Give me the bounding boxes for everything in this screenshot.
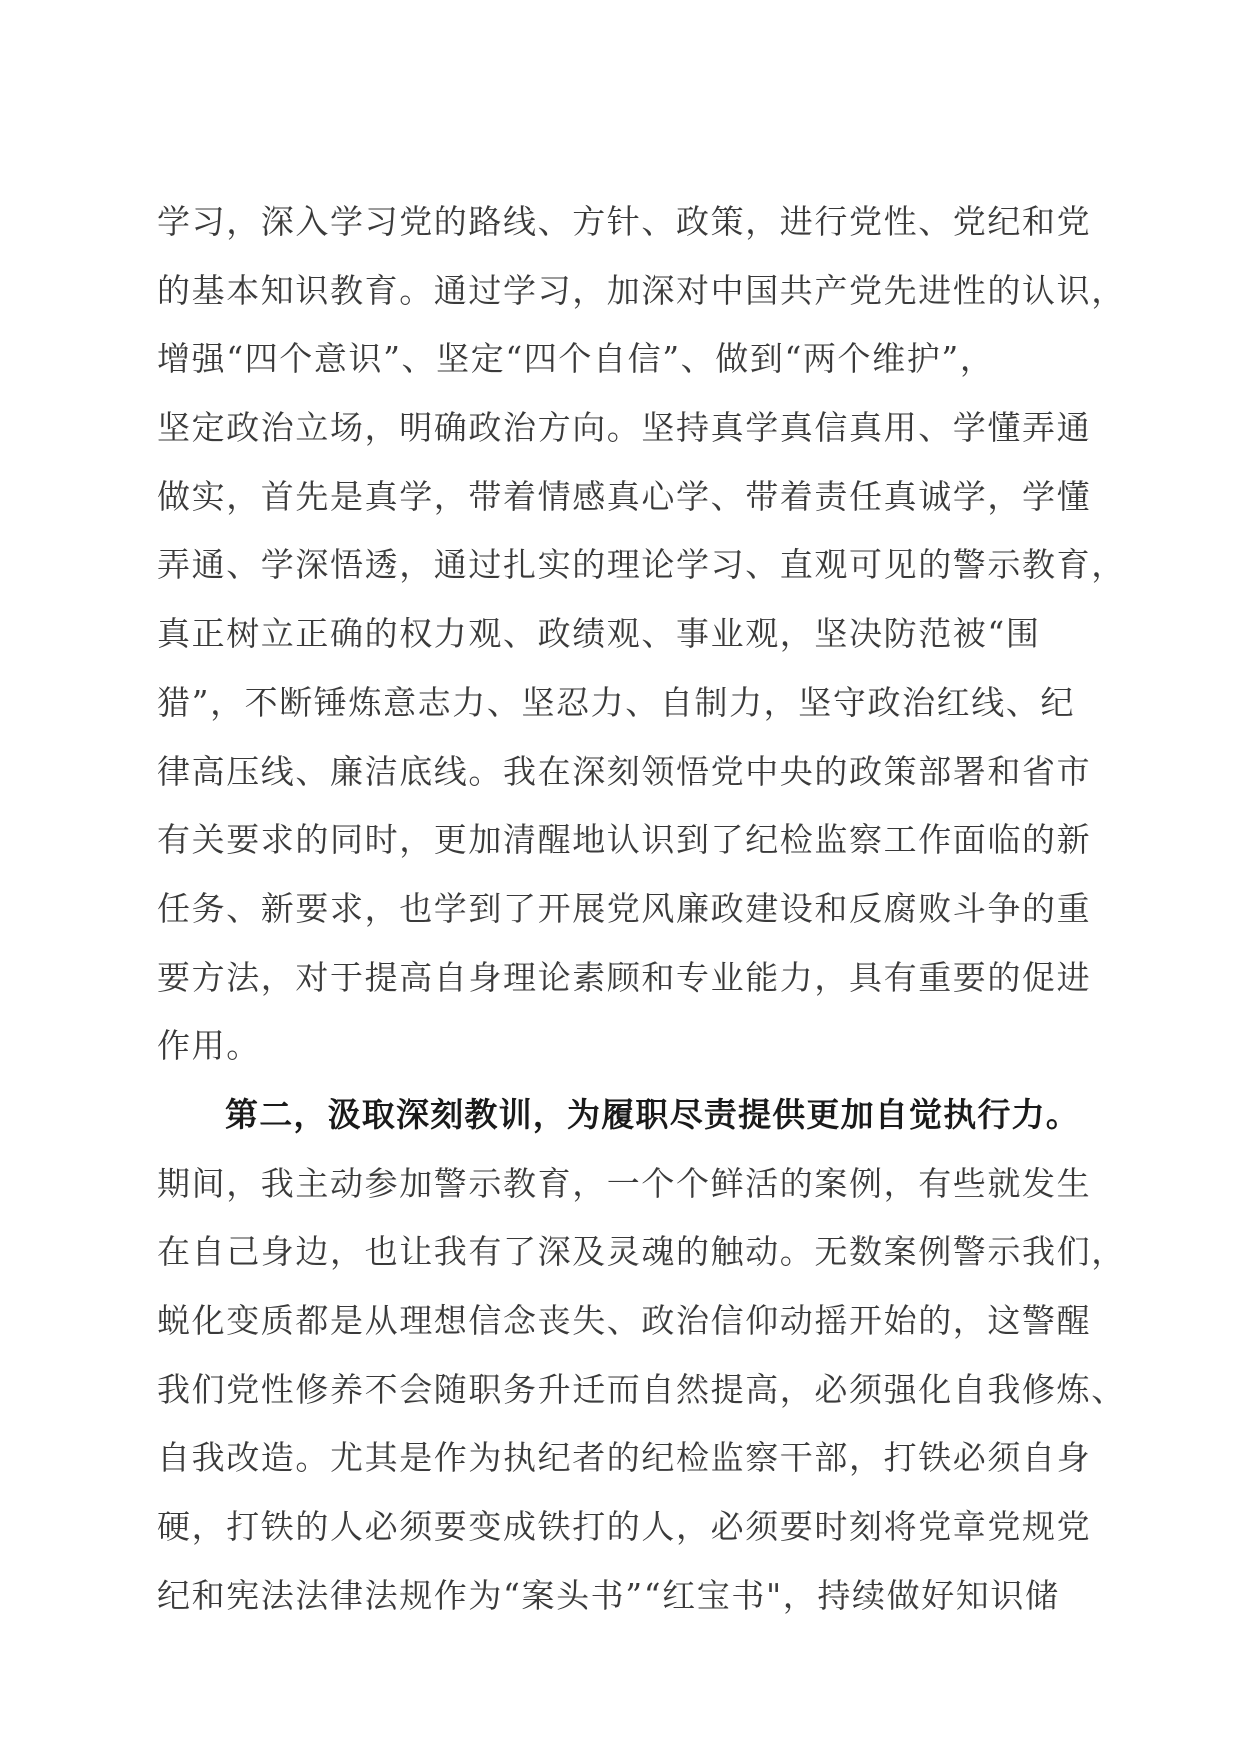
- document-body: [157, 188, 1126, 1630]
- paragraph-1-line: 任务、新要求，也学到了开展党风廉政建设和反腐败斗争的重: [157, 888, 1092, 928]
- paragraph-1-line: 做实，首先是真学，带着情感真心学、带着责任真诚学，学懂: [157, 476, 1092, 516]
- paragraph-1-line: 学习，深入学习党的路线、方针、政策，进行党性、党纪和党: [157, 202, 1092, 241]
- paragraph-2-line: 我们党性修养不会随职务升迁而自然提高，必须强化自我修炼、: [157, 1369, 1126, 1409]
- paragraph-1-line: 要方法，对于提高自身理论素顾和专业能力，具有重要的促进: [157, 957, 1092, 997]
- paragraph-1-line: 增强“四个意识”、坚定“四个自信”、做到“两个维护”，: [157, 339, 995, 379]
- paragraph-2-line: 期间，我主动参加警示教育，一个个鲜活的案例，有些就发生: [157, 1163, 1092, 1203]
- paragraph-2-line: 蜕化变质都是从理想信念丧失、政治信仰动摇开始的，这警醒: [157, 1301, 1092, 1340]
- paragraph-1-line: 猎”，不断锤炼意志力、坚忍力、自制力，坚守政治红线、纪: [157, 682, 1076, 722]
- paragraph-1-line: 作用。: [157, 1026, 261, 1066]
- paragraph-1-line: 的基本知识教育。通过学习，加深对中国共产党先进性的认识，: [157, 270, 1126, 310]
- paragraph-2-line: 自我改造。尤其是作为执纪者的纪检监察干部，打铁必须自身: [157, 1438, 1092, 1478]
- paragraph-1-line: 真正树立正确的权力观、政绩观、事业观，坚决防范被“围: [157, 614, 1041, 654]
- paragraph-2-line: 在自己身边，也让我有了深及灵魂的触动。无数案例警示我们，: [157, 1232, 1126, 1272]
- paragraph-1-line: 坚定政治立场，明确政治方向。坚持真学真信真用、学懂弄通: [157, 408, 1092, 448]
- paragraph-1-line: 有关要求的同时，更加清醒地认识到了纪检监察工作面临的新: [157, 820, 1092, 860]
- paragraph-1-line: 律高压线、廉洁底线。我在深刻领悟党中央的政策部署和省市: [157, 751, 1092, 791]
- paragraph-1-line: 弄通、学深悟透，通过扎实的理论学习、直观可见的警示教育，: [157, 545, 1126, 585]
- paragraph-2-line: 硬，打铁的人必须要变成铁打的人，必须要时刻将党章党规党: [157, 1507, 1092, 1547]
- paragraph-2-line: 纪和宪法法律法规作为“案头书”“红宝书"，持续做好知识储: [157, 1575, 1060, 1615]
- section-heading-2: 第二，汲取深刻教训，为履职尽责提供更加自觉执行力。: [225, 1094, 1080, 1134]
